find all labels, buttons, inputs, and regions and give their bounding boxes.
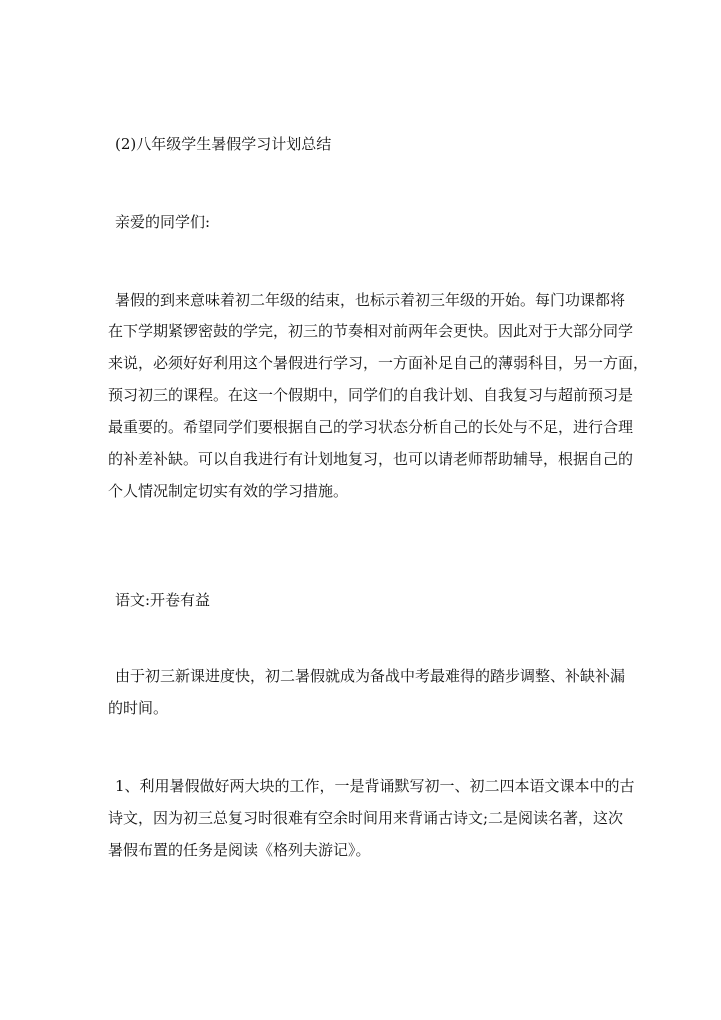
intro-line-6: 的补差补缺。可以自我进行有计划地复习，也可以请老师帮助辅导，根据自己的 — [108, 450, 634, 468]
section-line-1: 由于初三新课进度快，初二暑假就成为备战中考最难得的踏步调整、补缺补漏 — [115, 667, 626, 685]
document-title: (2)八年级学生暑假学习计划总结 — [115, 135, 332, 153]
intro-line-7: 个人情况制定切实有效的学习措施。 — [108, 482, 349, 500]
greeting: 亲爱的同学们: — [115, 213, 211, 231]
intro-line-1: 暑假的到来意味着初二年级的结束，也标示着初三年级的开始。每门功课都将 — [115, 291, 626, 309]
intro-line-5: 最重要的。希望同学们要根据自己的学习状态分析自己的长处与不足，进行合理 — [108, 418, 634, 436]
item1-line-2: 诗文，因为初三总复习时很难有空余时间用来背诵古诗文;二是阅读名著，这次 — [108, 809, 624, 827]
intro-line-3: 来说，必须好好利用这个暑假进行学习，一方面补足自己的薄弱科目，另一方面， — [108, 354, 649, 372]
section-line-2: 的时间。 — [108, 699, 169, 717]
section-heading-chinese: 语文:开卷有益 — [115, 591, 211, 609]
item1-line-1: 1、利用暑假做好两大块的工作，一是背诵默写初一、初二四本语文课本中的古 — [115, 777, 635, 795]
intro-line-4: 预习初三的课程。在这一个假期中，同学们的自我计划、自我复习与超前预习是 — [108, 386, 634, 404]
item1-line-3: 暑假布置的任务是阅读《格列夫游记》。 — [108, 841, 371, 859]
intro-line-2: 在下学期紧锣密鼓的学完，初三的节奏相对前两年会更快。因此对于大部分同学 — [108, 322, 634, 340]
